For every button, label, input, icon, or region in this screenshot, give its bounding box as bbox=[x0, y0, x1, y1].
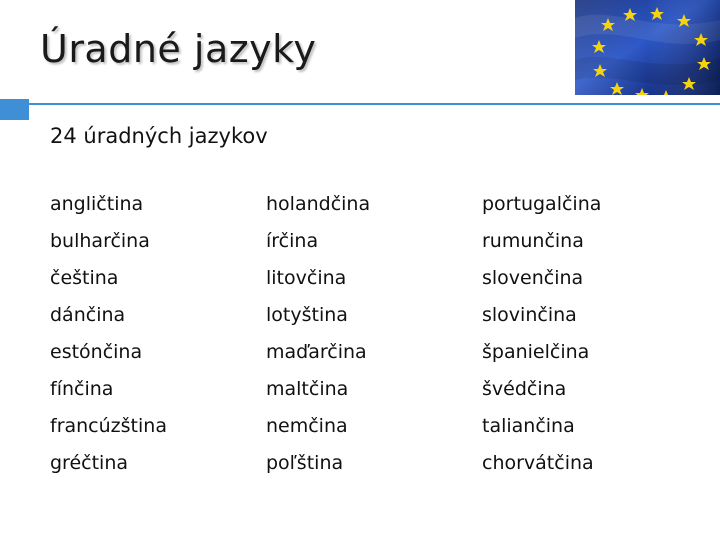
language-item: lotyština bbox=[266, 304, 348, 326]
language-item: nemčina bbox=[266, 415, 348, 437]
language-item: dánčina bbox=[50, 304, 126, 326]
language-item: taliančina bbox=[482, 415, 575, 437]
language-item: čeština bbox=[50, 267, 119, 289]
language-item: francúzština bbox=[50, 415, 167, 437]
language-item: maltčina bbox=[266, 378, 349, 400]
languages-grid bbox=[50, 194, 690, 490]
slide-title: Úradné jazyky bbox=[40, 27, 317, 71]
language-item: litovčina bbox=[266, 267, 347, 289]
slide-subtitle: 24 úradných jazykov bbox=[50, 124, 268, 148]
language-item: poľština bbox=[266, 452, 344, 474]
language-item: fínčina bbox=[50, 378, 114, 400]
language-item: švédčina bbox=[482, 378, 567, 400]
language-item: španielčina bbox=[482, 341, 590, 363]
language-item: maďarčina bbox=[266, 341, 367, 363]
language-item: angličtina bbox=[50, 193, 144, 215]
header-divider bbox=[29, 103, 720, 105]
language-item: rumunčina bbox=[482, 230, 584, 252]
language-item: slovenčina bbox=[482, 267, 584, 289]
language-item: holandčina bbox=[266, 193, 371, 215]
language-item: bulharčina bbox=[50, 230, 150, 252]
language-item: slovinčina bbox=[482, 304, 577, 326]
language-item: írčina bbox=[266, 230, 319, 252]
language-item: gréčtina bbox=[50, 452, 129, 474]
accent-square bbox=[0, 99, 29, 120]
eu-flag-icon bbox=[575, 0, 720, 95]
language-item: estónčina bbox=[50, 341, 143, 363]
language-item: chorvátčina bbox=[482, 452, 594, 474]
language-item: portugalčina bbox=[482, 193, 602, 215]
